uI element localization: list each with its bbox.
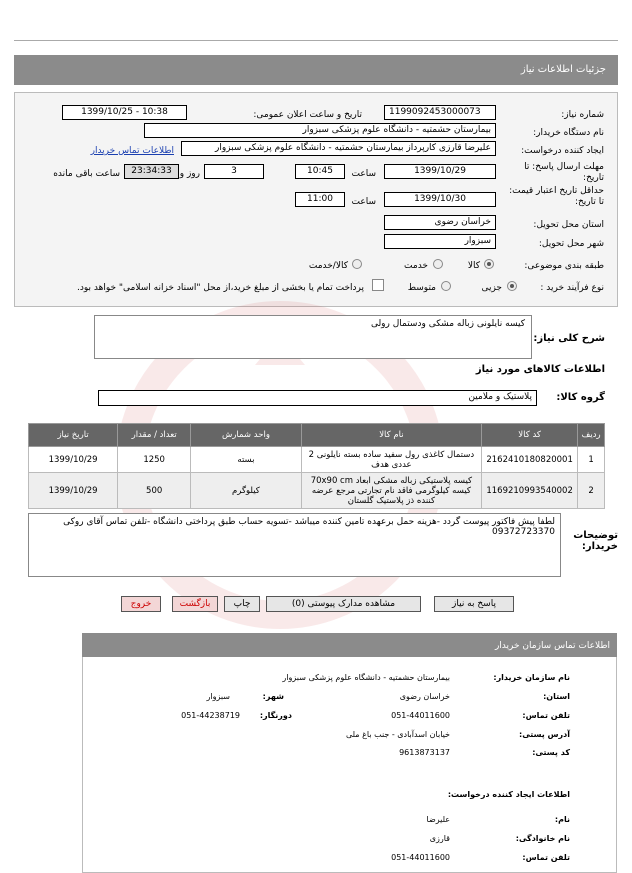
contact-phone-value: 051-44011600 <box>391 711 450 720</box>
goods-group-field[interactable]: پلاستیک و ملامین <box>98 390 537 406</box>
city-label: شهر محل تحویل: <box>538 239 604 249</box>
col-date: تاریخ نیاز <box>29 424 118 447</box>
table-row[interactable] <box>29 473 605 509</box>
contact-postal-label: کد پستی: <box>532 748 570 757</box>
buyer-label: نام دستگاه خریدار: <box>533 128 604 138</box>
cell-name: دستمال کاغذی رول سفید ساده بسته نایلونی 2 عددی هدف <box>301 447 481 473</box>
creator-phone-value: 051-44011600 <box>391 853 450 862</box>
min-valid-time-field[interactable]: 11:00 <box>295 192 345 207</box>
contact-province-label: استان: <box>543 692 570 701</box>
contact-address-label: آدرس پستی: <box>519 730 570 739</box>
back-button[interactable]: بازگشت <box>172 596 218 612</box>
col-row: ردیف <box>578 424 605 447</box>
days-label: روز و <box>179 169 200 179</box>
process-medium-label: متوسط <box>407 283 436 293</box>
contact-fax-value: 051-44238719 <box>181 711 240 720</box>
treasury-payment-note: پرداخت تمام یا بخشی از مبلغ خرید،از محل "اسناد خزانه اسلامی" خواهد بود. <box>76 283 364 293</box>
buyer-notes-label: توضیحات خریدار: <box>573 530 618 552</box>
cell-name: کیسه پلاستیکی زباله مشکی ابعاد 70x90 cm کیسه کیلوگرمی فاقد نام تجارتی مرجع عرضه کننده ذز پلاستیک گلستان <box>301 473 481 509</box>
contact-org-label: نام سازمان خریدار: <box>493 673 570 682</box>
cell-qty: 500 <box>118 473 191 509</box>
cell-row: 2 <box>578 473 605 509</box>
process-medium-radio[interactable] <box>441 281 451 291</box>
days-field[interactable]: 3 <box>204 164 264 179</box>
cell-row: 1 <box>578 447 605 473</box>
category-both-radio[interactable] <box>352 259 362 269</box>
contact-org-value: بیمارستان حشمتیه - دانشگاه علوم پزشکی سبزوار <box>282 673 450 682</box>
announce-field[interactable]: 1399/10/25 - 10:38 <box>62 105 187 120</box>
contact-province-value: خراسان رضوی <box>399 692 450 701</box>
cell-unit: بسته <box>191 447 302 473</box>
min-valid-time-label: ساعت <box>351 197 376 207</box>
contact-fax-label: دورنگار: <box>259 711 292 720</box>
category-service-radio[interactable] <box>433 259 443 269</box>
treasury-payment-checkbox[interactable] <box>372 279 384 291</box>
contact-phone-label: تلفن تماس: <box>522 711 570 720</box>
respond-button[interactable]: پاسخ به نیاز <box>434 596 514 612</box>
summary-field[interactable]: کیسه نایلونی زباله مشکی ودستمال رولی <box>94 315 532 359</box>
contact-city-label: شهر: <box>262 692 284 701</box>
category-service-label: خدمت <box>404 261 428 271</box>
goods-group-label: گروه کالا: <box>556 392 605 403</box>
contact-title: اطلاعات تماس سازمان خریدار <box>494 641 610 651</box>
cell-date: 1399/10/29 <box>29 447 118 473</box>
col-qty: تعداد / مقدار <box>118 424 191 447</box>
announce-label: تاریخ و ساعت اعلان عمومی: <box>253 110 362 120</box>
min-valid-date-field[interactable]: 1399/10/30 <box>384 192 496 207</box>
deadline-date-field[interactable]: 1399/10/29 <box>384 164 496 179</box>
summary-label: شرح کلی نیاز: <box>533 333 605 344</box>
exit-button[interactable]: خروج <box>121 596 161 612</box>
process-partial-radio[interactable] <box>507 281 517 291</box>
need-number-label: شماره نیاز: <box>561 110 604 120</box>
contact-postal-value: 9613873137 <box>399 748 450 757</box>
contact-city-value: سبزوار <box>206 692 230 701</box>
city-field[interactable]: سبزوار <box>384 234 496 249</box>
creator-field[interactable]: علیرضا قارزی کارپرداز بیمارستان حشمتیه - دانشگاه علوم پزشکی سبزوار <box>181 141 496 156</box>
category-goods-label: کالا <box>467 261 480 271</box>
col-code: کد کالا <box>482 424 578 447</box>
creator-info-title: اطلاعات ایجاد کننده درخواست: <box>447 790 570 799</box>
attachments-button[interactable]: مشاهده مدارک پیوستی (0) <box>266 596 421 612</box>
cell-unit: کیلوگرم <box>191 473 302 509</box>
col-name: نام کالا <box>301 424 481 447</box>
deadline-label: مهلت ارسال پاسخ: تا تاریخ: <box>524 162 604 183</box>
goods-section-title: اطلاعات کالاهای مورد نیاز <box>475 364 605 375</box>
table-row[interactable] <box>29 447 605 473</box>
process-partial-label: جزیی <box>481 283 502 293</box>
top-divider <box>14 40 618 41</box>
province-field[interactable]: خراسان رضوی <box>384 215 496 230</box>
items-table <box>28 423 605 509</box>
remaining-label: ساعت باقی مانده <box>53 169 120 179</box>
remaining-time-field: 23:34:33 <box>124 164 179 179</box>
need-number-field[interactable]: 1199092453000073 <box>384 105 496 120</box>
contact-address-value: خیابان اسدآبادی - جنب باغ ملی <box>345 730 450 739</box>
page-header <box>14 55 618 85</box>
deadline-time-label: ساعت <box>351 169 376 179</box>
creator-family-label: نام خانوادگی: <box>515 834 570 843</box>
process-label: نوع فرآیند خرید : <box>540 283 604 293</box>
buyer-notes-field[interactable]: لطفا پیش فاکتور پیوست گردد -هزینه حمل برعهده تامین کننده میباشد -تسویه حساب طبق پرداختی دانشگاه -تلفن تماس آقای روکی 09372723370 <box>28 513 561 577</box>
creator-phone-label: تلفن تماس: <box>522 853 570 862</box>
col-unit: واحد شمارش <box>191 424 302 447</box>
creator-family-value: قارزی <box>429 834 450 843</box>
buyer-field[interactable]: بیمارستان حشمتیه - دانشگاه علوم پزشکی سبزوار <box>144 123 496 138</box>
cell-code: 1169210993540002 <box>482 473 578 509</box>
cell-qty: 1250 <box>118 447 191 473</box>
cell-date: 1399/10/29 <box>29 473 118 509</box>
cell-code: 2162410180820001 <box>482 447 578 473</box>
print-button[interactable]: چاپ <box>224 596 260 612</box>
deadline-time-field[interactable]: 10:45 <box>295 164 345 179</box>
buyer-contact-link[interactable]: اطلاعات تماس خریدار <box>90 146 174 156</box>
page-title: جزئیات اطلاعات نیاز <box>520 64 606 75</box>
min-valid-label: حداقل تاریخ اعتبار قیمت: تا تاریخ: <box>509 186 604 207</box>
creator-name-label: نام: <box>554 815 570 824</box>
category-goods-radio[interactable] <box>484 259 494 269</box>
creator-label: ایجاد کننده درخواست: <box>521 146 604 156</box>
category-label: طبقه بندی موضوعی: <box>524 261 604 271</box>
province-label: استان محل تحویل: <box>533 220 604 230</box>
creator-name-value: علیرضا <box>426 815 450 824</box>
category-both-label: کالا/خدمت <box>308 261 348 271</box>
